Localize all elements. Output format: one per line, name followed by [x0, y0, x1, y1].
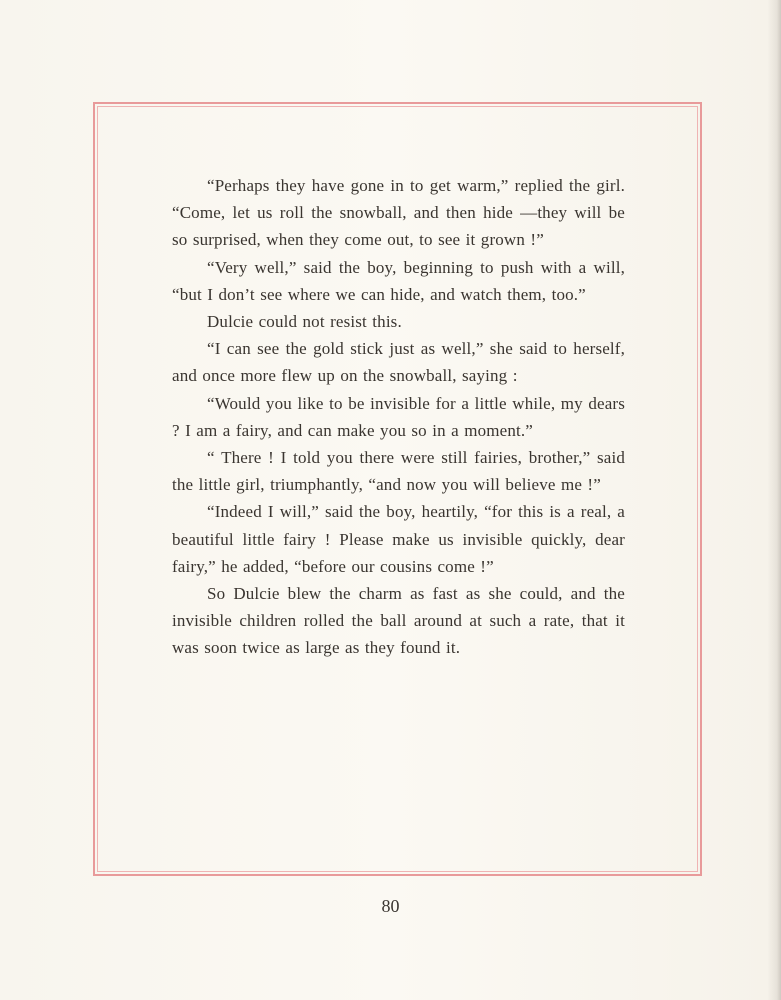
paragraph-indeed: “Indeed I will,” said the boy, heartily, “for this is a real, a beautiful little fairy ! Please make us invisible quickly, dear fairy,” he added, “before our cousins come !”	[172, 502, 625, 576]
paragraph-invisible-offer: “Would you like to be invisible for a little while, my dears ? I am a fairy, and can make you so in a moment.”	[172, 393, 625, 440]
paragraph-perhaps: “Perhaps they have gone in to get warm,” replied the girl. “Come, let us roll the snowball, and then hide —they will be so surprised, when they come out, to see it grown !”	[172, 176, 625, 250]
page-edge-shadow	[767, 0, 781, 1000]
paragraph-gold-stick: “I can see the gold stick just as well,” she said to herself, and once more flew up on the snowball, saying :	[172, 339, 625, 386]
paragraph-charm: So Dulcie blew the charm as fast as she could, and the invisible children rolled the ball around at such a rate, that it was soon twice as large as they found it.	[172, 584, 625, 658]
paragraph-there: “ There ! I told you there were still fairies, brother,” said the little girl, triumphantly, “and now you will believe me !”	[172, 448, 625, 495]
paragraph-dulcie-resist: Dulcie could not resist this.	[207, 312, 402, 332]
paragraph-very-well: “Very well,” said the boy, beginning to push with a will, “but I don’t see where we can hide, and watch them, too.”	[172, 257, 625, 304]
story-text	[172, 172, 625, 662]
page-number: 80	[381, 896, 400, 916]
